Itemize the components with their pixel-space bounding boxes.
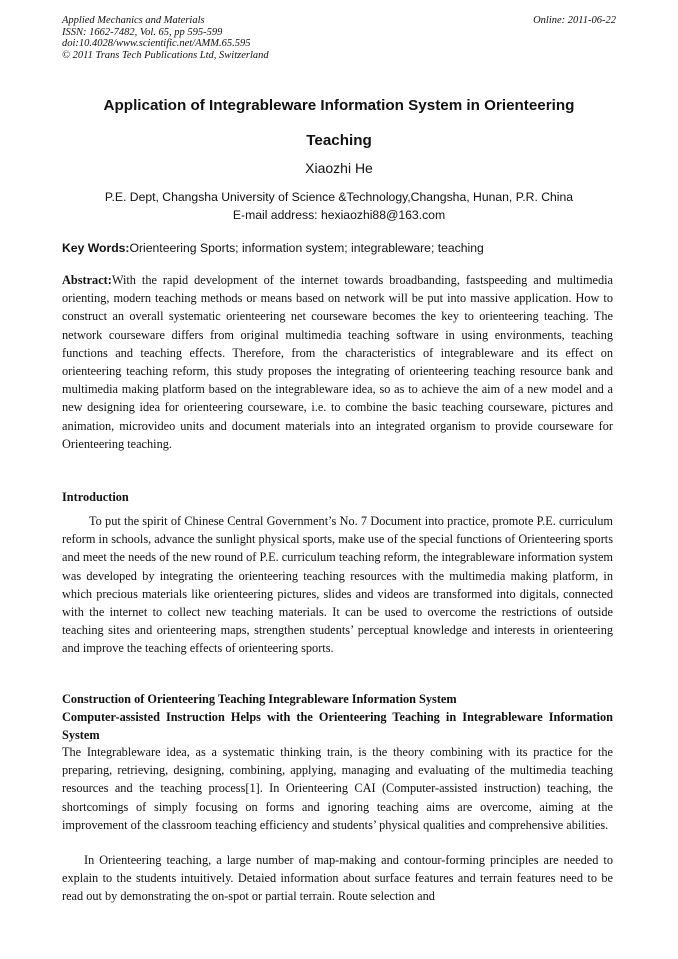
title-line-1: Application of Integrableware Information System in Orienteering [103,97,575,114]
introduction-heading: Introduction [62,490,129,504]
construction-heading: Construction of Orienteering Teaching Integrableware Information System [62,692,457,706]
abstract-label: Abstract: [62,273,112,287]
online-date: Online: 2011-06-22 [533,15,616,26]
abstract-text: With the rapid development of the internet towards broadbanding, fastspeeding and multimedia orienting, modern teaching methods or means based on network will be put into massive application. How to construct an overall systematic orienteering net courseware becomes the key to orienteering teaching. The network courseware differs from original multimedia teaching software in using environments, teaching functions and teaching effects. Therefore, from the characteristics of integrableware and its effect on orienteering teaching reform, this study proposes the integrating of orienteering teaching resource bank and multimedia making platform based on the integrableware idea, so as to achieve the aim of a new model and a new designing idea for orienteering courseware, i.e. to combine the basic teaching courseware, pictures and animation, microvideo units and document materials into an integrated organism to provide courseware for Orienteering teaching. [62,273,613,451]
author-affiliation [62,188,616,224]
keywords-label: Key Words: [62,241,130,255]
construction-paragraph-2: In Orienteering teaching, a large number of map-making and contour-forming principles are needed to explain to the students intuitively. Detaied information about surface features and terrain features need to be read out by demonstrating the on-spot or partial terrain. Route selection and [62,853,613,904]
abstract [62,271,613,453]
keywords [62,241,616,255]
email-line: E-mail address: hexiaozhi88@163.com [232,208,446,222]
title-line-2: Teaching [306,132,372,149]
doi-line: doi:10.4028/www.scientific.net/AMM.65.595 [62,38,251,50]
construction-subheading: Computer-assisted Instruction Helps with the Orienteering Teaching in Integrableware Information System [62,710,613,742]
copyright-line: © 2011 Trans Tech Publications Ltd, Switzerland [62,49,269,61]
paper-title [62,88,616,158]
journal-header [62,15,616,61]
issn-line: ISSN: 1662-7482, Vol. 65, pp 595-599 [62,26,223,38]
affiliation-line: P.E. Dept, Changsha University of Science &Technology,Changsha, Hunan, P.R. China [104,190,574,204]
introduction-paragraph: To put the spirit of Chinese Central Government’s No. 7 Document into practice, promote P.E. curriculum reform in schools, advance the sunlight physical sports, make use of the special functions of Orienteering sports and meet the needs of the new round of P.E. curriculum teaching reform, the integrableware information system was developed by integrating the orienteering teaching resources with the multimedia making platform, in which precious materials like orienteering pictures, slides and videos are transformed into digitals, connected with the internet to collect new teaching materials. It can be used to overcome the restrictions of outside teaching sites and orienteering maps, strengthen students’ perceptual knowledge and interests in orienteering and improve the teaching effects of orienteering sports. [62,514,613,656]
construction-paragraph-1: The Integrableware idea, as a systematic thinking train, is the theory combining with its practice for the preparing, retrieving, designing, combining, applying, managing and evaluating of the multimedia teaching resources and the teaching process[1]. In Orienteering CAI (Computer-assisted instruction) teaching, the shortcomings of simply focusing on forms and ignoring teaching aims are overcome, aiming at the improvement of the classroom teaching efficiency and students’ physical qualities and comprehensive abilities. [62,745,613,832]
keywords-text: Orienteering Sports; information system; integrableware; teaching [129,241,484,255]
author-name: Xiaozhi He [305,160,373,176]
journal-name: Applied Mechanics and Materials [62,15,205,26]
